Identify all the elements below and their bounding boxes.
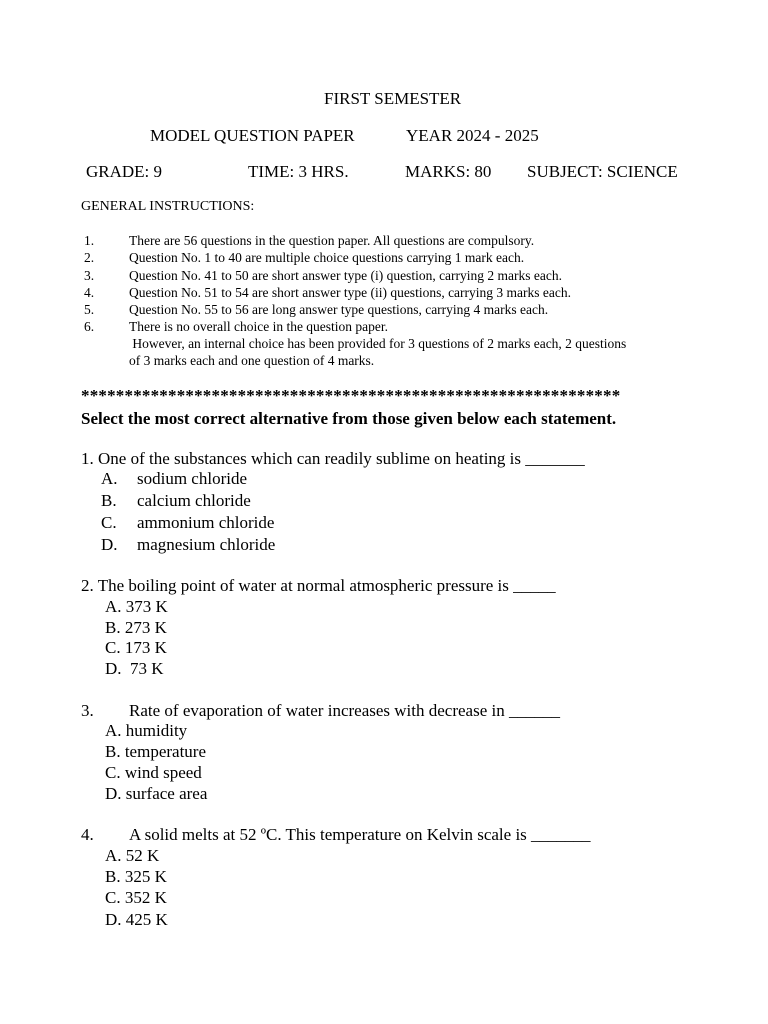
option-label: D. [101,535,118,554]
option-label: C. [101,513,117,532]
option: B. temperature [105,742,207,761]
instruction-text: There are 56 questions in the question paper. All questions are compulsory. [129,233,535,248]
option-text: calcium chloride [137,491,251,510]
instruction-note-line1: However, an internal choice has been provided for 3 questions of 2 marks each, 2 questions [129,336,627,351]
option: C. 352 K [105,888,167,907]
option-text: ammonium chloride [137,513,275,532]
option: D. surface area [105,784,208,803]
question-3-number: 3. [81,701,94,720]
subject-label: SUBJECT: SCIENCE [527,162,678,181]
option: C. 173 K [105,638,167,657]
option: D. 425 K [105,910,168,929]
option: B. 325 K [105,867,167,886]
academic-year: YEAR 2024 - 2025 [406,126,539,145]
question-4-number: 4. [81,825,94,844]
instruction-text: Question No. 1 to 40 are multiple choice questions carrying 1 mark each. [129,250,525,265]
option: A. humidity [105,721,188,740]
question-1: 1. One of the substances which can readily sublime on heating is _______ [81,449,585,468]
option: C. wind speed [105,763,202,782]
instructions-heading: GENERAL INSTRUCTIONS: [81,199,255,214]
option-label: B. [101,491,117,510]
section-instruction: Select the most correct alternative from those given below each statement. [81,409,617,428]
question-3: Rate of evaporation of water increases with decrease in ______ [129,701,560,720]
grade-label: GRADE: 9 [86,162,163,181]
instruction-number: 5. [84,302,95,317]
question-2: 2. The boiling point of water at normal atmospheric pressure is _____ [81,576,556,595]
paper-title: MODEL QUESTION PAPER [150,126,355,145]
instruction-number: 6. [84,319,95,334]
instruction-number: 4. [84,285,95,300]
instruction-text: Question No. 55 to 56 are long answer type questions, carrying 4 marks each. [129,302,549,317]
option-text: magnesium chloride [137,535,276,554]
option: D. 73 K [105,659,164,678]
option: A. 373 K [105,597,168,616]
instruction-text: Question No. 51 to 54 are short answer type (ii) questions, carrying 3 marks each. [129,285,572,300]
marks-label: MARKS: 80 [405,162,492,181]
option: A. 52 K [105,846,160,865]
time-label: TIME: 3 HRS. [248,162,349,181]
option-text: sodium chloride [137,469,248,488]
separator-line: ************************************************************** [81,386,621,405]
instruction-number: 3. [84,268,95,283]
instruction-text: Question No. 41 to 50 are short answer type (i) question, carrying 2 marks each. [129,268,563,283]
instruction-number: 1. [84,233,95,248]
instruction-note-line2: of 3 marks each and one question of 4 marks. [129,353,375,368]
option-label: A. [101,469,118,488]
instruction-number: 2. [84,250,95,265]
semester-title: FIRST SEMESTER [324,89,462,108]
instruction-text: There is no overall choice in the question paper. [129,319,389,334]
option: B. 273 K [105,618,167,637]
question-4: A solid melts at 52 ºC. This temperature on Kelvin scale is _______ [129,825,591,844]
